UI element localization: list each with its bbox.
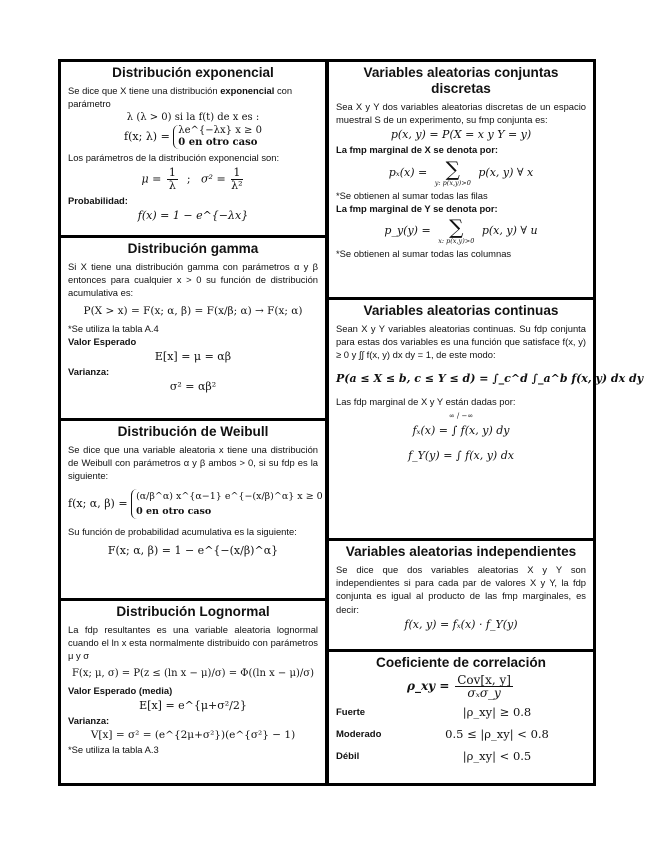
note: *Se utiliza la tabla A.3 [68,744,159,756]
note: *Se obtienen al sumar todas las columnas [336,248,512,260]
corr-row-debil: Débil |ρ_xy| < 0.5 [336,749,532,763]
section-title: Variables aleatorias independientes [345,544,577,559]
mean-equation: E[x] = μ = αβ [154,350,232,364]
weibull-pdf: f(x; α, β) = (α/β^α) x^{α−1} e^{−(x/β)^α} x ≥ 0 0 en otro caso [68,490,323,517]
mean-label: Valor Esperado (media) [68,684,173,696]
marg-x-label: La fmp marginal de X se denota por: [336,144,499,156]
integral-limits: ∞ / −∞ [448,411,474,420]
conjuntas-text: Sea X y Y dos variables aleatorias discretas de un espacio muestral S de un experimento, su fmp conjunta es: [336,101,586,126]
section-title: Distribución de Weibull [117,424,269,439]
marg-x-equation: pₓ(x) = ∑ y: p(x,y)>0 p(x, y) ∀ x [388,156,534,187]
weibull-cdf: F(x; α, β) = 1 − e^{−(x/β)^α} [107,543,279,557]
var-equation: σ² = αβ² [169,380,217,394]
corr-row-fuerte: Fuerte |ρ_xy| ≥ 0.8 [336,705,532,719]
fy-equation: f_Y(y) = ∫ f(x, y) dx [408,448,514,462]
intro-text: Se dice que X tiene una distribución exponencial con parámetro [68,85,293,110]
cdf-text: Su función de probabilidad acumulativa es la siguiente: [68,525,297,537]
continuas-text: Sean X y Y variables aleatorias continuas. Su fdp conjunta para estas dos variables es una función que satisface f(x, y) ≥ 0 y ∫∫ f(x, y) dx dy = 1, de este modo: [336,323,586,361]
prob-equation: P(a ≤ X ≤ b, c ≤ Y ≤ d) = ∫_c^d ∫_a^b f(x, y) dx dy [336,371,644,385]
section-weibull [61,421,325,598]
weibull-text: Se dice que una variable aleatoria x tiene una distribución de Weibull con parámetros α y β ambos > 0, si su fdp es la siguiente: [68,444,318,482]
prob-label: Probabilidad: [68,194,128,206]
section-gamma [61,238,325,418]
section-independientes [329,541,593,649]
var-label: Varianza: [68,714,110,726]
condition: λ (λ > 0) si la f(t) de x es : [126,112,260,124]
prob-equation: f(x) = 1 − e^{−λx} [137,208,249,222]
corr-row-moderado: Moderado 0.5 ≤ |ρ_xy| < 0.8 [336,727,549,741]
marg-y-equation: p_y(y) = ∑ x: p(x,y)>0 p(x, y) ∀ u [384,215,538,246]
section-title: Variables aleatorias conjuntas discretas [363,65,559,96]
section-title: Variables aleatorias continuas [363,303,559,318]
pdf-equation: f(x; λ) = λe^{−λx} x ≥ 0 0 en otro caso [124,125,262,149]
lognormal-text: La fdp resultantes es una variable aleatoria lognormal cuando el ln x esta normalmente distribuido con parámetros μ y σ [68,624,318,662]
var-equation: V[x] = σ² = (e^{2μ+σ²})(e^{σ²} − 1) [90,729,296,742]
params-text: Los parámetros de la distribución exponencial son: [68,152,280,164]
fx-equation: fₓ(x) = ∫ f(x, y) dy [412,423,510,437]
section-continuas [329,300,644,538]
section-lognormal [61,601,325,783]
rho-equation: ρ_xy = $\frac{\text{Cov[x, y]}}{\text{σₓσ\_y}}$ [407,673,511,700]
var-label: Varianza: [68,366,110,378]
section-title: Coeficiente de correlación [376,655,546,670]
note: *Se utiliza la tabla A.4 [68,322,159,334]
note: *Se obtienen al sumar todas las filas [336,189,488,201]
lognormal-cdf: F(x; μ, σ) = P(z ≤ (ln x − μ)/σ) = Φ((ln x − μ)/σ) [71,667,314,679]
marg-y-label: La fmp marginal de Y se denota por: [336,202,498,214]
section-title: Distribución gamma [127,241,259,256]
section-title: Distribución exponencial [112,65,274,80]
moments-equation: μ = $\frac{1}{\lambda}$ ; σ² = $\frac{1}{\text{λ²}}$ [141,165,243,192]
marg-text: Las fdp marginal de X y Y están dadas por: [336,395,516,407]
gamma-cdf: P(X > x) = F(x; α, β) = F(x/β; α) → F(x; α) [83,304,303,317]
independence-equation: f(x, y) = fₓ(x) · f_Y(y) [404,617,518,631]
gamma-text: Si X tiene una distribución gamma con parámetros α y β entonces para cualquier x > 0 su función de distribución acumulativa es: [68,261,318,299]
mean-label: Valor Esperado [68,335,137,347]
section-correlacion [329,652,593,783]
mean-equation: E[x] = e^{μ+σ²/2} [139,698,247,712]
section-conjuntas [329,62,593,297]
section-title: Distribución Lognormal [116,604,270,619]
fmp-equation: p(x, y) = P(X = x y Y = y) [390,128,532,142]
independientes-text: Se dice que dos variables aleatorias X y Y son independientes si para cada par de valores X y Y, la fdp conjunta es igual al producto de las fmp marginales, es decir: [336,564,586,615]
section-exponencial [61,62,325,235]
